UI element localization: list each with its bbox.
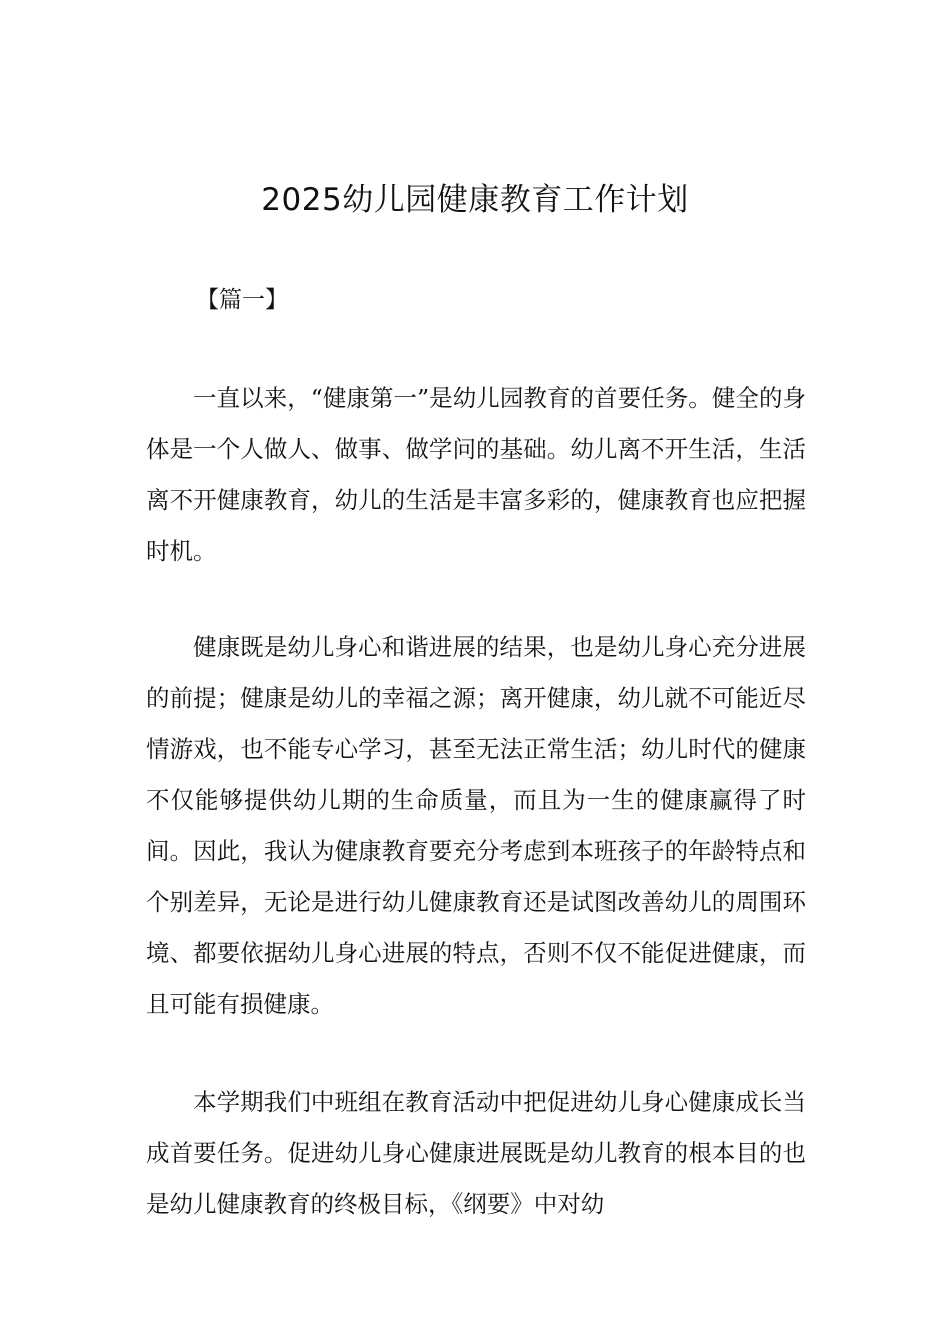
paragraph-2: 健康既是幼儿身心和谐进展的结果，也是幼儿身心充分进展的前提；健康是幼儿的幸福之源；离开健康，幼儿就不可能近尽情游戏，也不能专心学习，甚至无法正常生活；幼儿时代的健康不仅能够提供幼儿期的生命质量，而且为一生的健康赢得了时间。因此，我认为健康教育要充分考虑到本班孩子的年龄特点和个别差异，无论是进行幼儿健康教育还是试图改善幼儿的周围环境、都要依据幼儿身心进展的特点，否则不仅不能促进健康，而且可能有损健康。 xyxy=(146,633,806,1018)
document-title: 2025幼儿园健康教育工作计划 xyxy=(261,182,689,218)
paragraph-1: 一直以来，“健康第一”是幼儿园教育的首要任务。健全的身体是一个人做人、做事、做学问的基础。幼儿离不开生活，生活离不开健康教育，幼儿的生活是丰富多彩的，健康教育也应把握时机。 xyxy=(146,384,806,565)
paragraph-3: 本学期我们中班组在教育活动中把促进幼儿身心健康成长当成首要任务。促进幼儿身心健康进展既是幼儿教育的根本目的也是幼儿健康教育的终极目标，《纲要》中对幼 xyxy=(146,1088,806,1218)
section-label: 【篇一】 xyxy=(196,287,288,313)
